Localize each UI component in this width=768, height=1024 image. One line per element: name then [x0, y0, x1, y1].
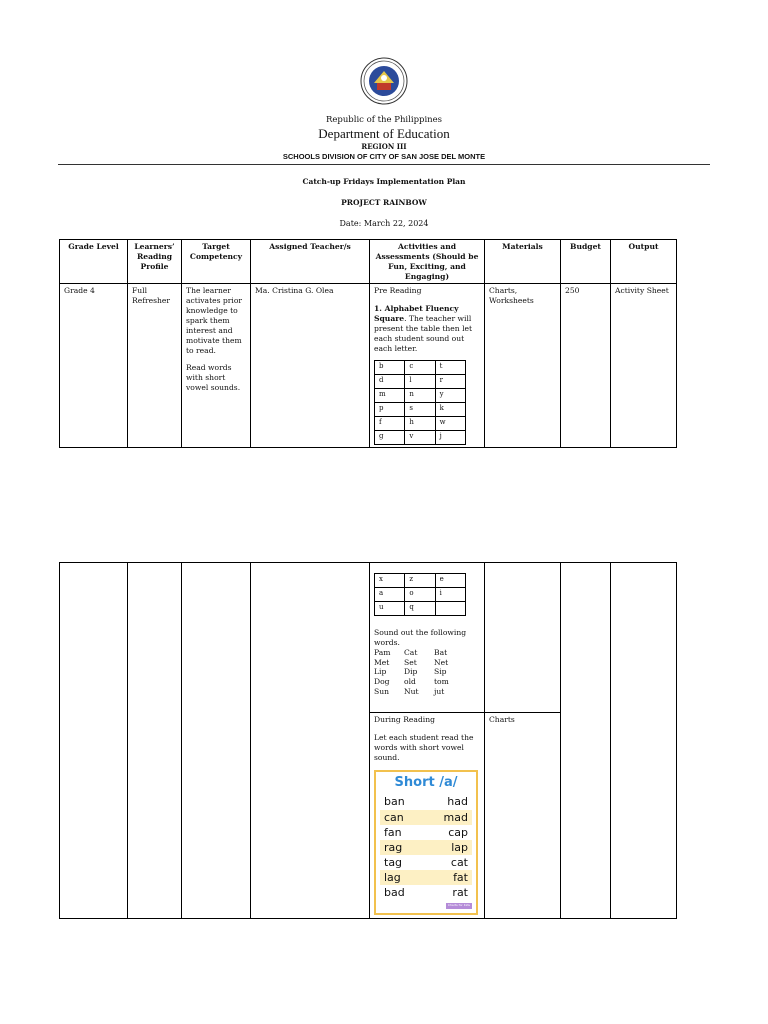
col-assigned-teacher: Assigned Teacher/s: [251, 240, 370, 284]
col-grade-level: Grade Level: [60, 240, 128, 284]
plan-date: Date: March 22, 2024: [339, 219, 429, 228]
short-a-word: ban: [384, 795, 405, 809]
short-a-word: lap: [451, 840, 468, 854]
col-target-competency: Target Competency: [182, 240, 251, 284]
letter-cell: y: [435, 388, 465, 402]
short-a-word: had: [447, 795, 468, 809]
deped-seal-logo: [360, 57, 408, 105]
cell-grade: Grade 4: [60, 284, 128, 447]
short-a-word: can: [384, 810, 404, 824]
word: Dip: [404, 667, 418, 677]
word: tom: [434, 677, 449, 687]
alphabet-square: [374, 360, 466, 445]
letter-cell: h: [405, 416, 435, 430]
word: Bat: [434, 647, 448, 657]
letter-row: [375, 402, 466, 416]
short-a-row: [380, 810, 472, 825]
short-a-word: fat: [453, 871, 468, 885]
during-reading-label: During Reading: [374, 715, 435, 724]
letter-cell: u: [375, 602, 405, 616]
letter-cell: o: [405, 588, 435, 602]
word: Lip: [374, 667, 387, 677]
pre-reading-label: Pre Reading: [374, 286, 422, 296]
short-a-word: cap: [448, 825, 468, 839]
cell-output-empty: [611, 563, 677, 919]
word: Net: [434, 657, 449, 667]
letter-cell: v: [405, 430, 435, 444]
letter-cell: a: [375, 588, 405, 602]
letter-cell: c: [405, 360, 435, 374]
word: Met: [374, 657, 390, 667]
word: Pam: [374, 647, 391, 657]
cell-budget: 250: [561, 284, 611, 447]
letter-cell: e: [435, 574, 465, 588]
letter-cell: s: [405, 402, 435, 416]
table-row: [60, 563, 677, 713]
plan-title: Catch-up Fridays Implementation Plan: [302, 177, 466, 186]
cell-budget-empty: [561, 563, 611, 919]
activity-title: 1. Alphabet Fluency Square: [374, 304, 459, 324]
implementation-table-continued: [59, 562, 677, 919]
col-materials: Materials: [485, 240, 561, 284]
word: Sun: [374, 687, 389, 697]
competency-1: The learner activates prior knowledge to spark them interest and motivate them to read.: [186, 286, 243, 355]
short-a-chart-title: Short /a/: [394, 775, 458, 791]
cell-profile: Full Refresher: [128, 284, 182, 447]
letter-cell: p: [375, 402, 405, 416]
letter-cell: [435, 602, 465, 616]
word-row: [374, 687, 480, 697]
word: jut: [434, 687, 445, 697]
short-a-word: rag: [384, 840, 403, 854]
letter-cell: n: [405, 388, 435, 402]
sound-out-instruction: Sound out the following words.: [374, 628, 467, 647]
short-a-word: cat: [450, 856, 468, 870]
project-title: PROJECT RAINBOW: [341, 198, 427, 207]
cell-profile-empty: [128, 563, 182, 919]
letter-cell: d: [375, 374, 405, 388]
letter-cell: b: [375, 360, 405, 374]
short-a-chart: [374, 770, 478, 914]
table-row: [60, 284, 677, 447]
short-a-word: mad: [443, 810, 468, 824]
letter-cell: m: [375, 388, 405, 402]
word: Nut: [404, 687, 419, 697]
col-activities: Activities and Assessments (Should be Fun, Exciting, and Engaging): [370, 240, 485, 284]
letter-row: [375, 588, 466, 602]
cell-materials-empty: [485, 563, 561, 713]
cell-teacher: Ma. Cristina G. Olea: [251, 284, 370, 447]
republic-line: Republic of the Philippines: [325, 115, 443, 125]
word-row: [374, 648, 480, 658]
short-a-row: [380, 885, 472, 900]
letter-row: [375, 574, 466, 588]
word: Sip: [434, 667, 447, 677]
short-a-word-rows: [380, 794, 472, 900]
region-line: REGION III: [361, 142, 407, 151]
chart-credit-logo: Charts for Kids: [447, 902, 470, 907]
short-a-word: tag: [384, 856, 403, 870]
word-row: [374, 667, 480, 677]
letter-cell: q: [405, 602, 435, 616]
alphabet-square-cont: [374, 573, 466, 616]
letter-cell: x: [375, 574, 405, 588]
word: Cat: [404, 647, 418, 657]
letter-cell: i: [435, 588, 465, 602]
cell-competency-empty: [182, 563, 251, 919]
activity-description: [374, 304, 480, 353]
short-a-row: [380, 870, 472, 885]
cell-activities-cont: [370, 563, 485, 713]
word: old: [404, 677, 416, 687]
letter-cell: g: [375, 430, 405, 444]
letter-cell: t: [435, 360, 465, 374]
short-a-word: lag: [384, 871, 401, 885]
short-a-row: [380, 825, 472, 840]
word-row: [374, 658, 480, 668]
letter-row: [375, 374, 466, 388]
letter-cell: k: [435, 402, 465, 416]
letter-cell: z: [405, 574, 435, 588]
short-a-row: [380, 794, 472, 809]
header-divider: [58, 164, 710, 165]
implementation-table: [59, 239, 677, 448]
cell-teacher-empty: [251, 563, 370, 919]
letter-cell: l: [405, 374, 435, 388]
competency-2: Read words with short vowel sounds.: [186, 363, 241, 393]
letter-row: [375, 360, 466, 374]
letter-cell: j: [435, 430, 465, 444]
cell-materials: Charts, Worksheets: [485, 284, 561, 447]
word: Set: [404, 657, 417, 667]
short-a-word: rat: [452, 886, 468, 900]
letter-cell: w: [435, 416, 465, 430]
short-a-word: bad: [384, 886, 405, 900]
cell-during-materials: Charts: [485, 713, 561, 919]
short-a-row: [380, 855, 472, 870]
letter-cell: f: [375, 416, 405, 430]
letter-row: [375, 388, 466, 402]
short-a-row: [380, 840, 472, 855]
cell-competency: [182, 284, 251, 447]
table-header-row: [60, 240, 677, 284]
cell-output: Activity Sheet: [611, 284, 677, 447]
cell-during-reading: [370, 713, 485, 919]
word-row: [374, 677, 480, 687]
letter-row: [375, 430, 466, 444]
department-title: Department of Education: [318, 126, 450, 141]
division-line: SCHOOLS DIVISION OF CITY OF SAN JOSE DEL MONTE: [282, 152, 486, 161]
cell-grade-empty: [60, 563, 128, 919]
cell-activities: [370, 284, 485, 447]
word: Dog: [374, 677, 390, 687]
during-reading-text: Let each student read the words with short vowel sound.: [374, 732, 474, 762]
short-a-chart-footer: [380, 903, 472, 909]
col-reading-profile: Learners’ Reading Profile: [128, 240, 182, 284]
word-list: [374, 648, 480, 697]
col-budget: Budget: [561, 240, 611, 284]
activity-text: . The teacher will present the table then let each student sound out each letter.: [374, 314, 473, 353]
letter-row: [375, 602, 466, 616]
letter-cell: r: [435, 374, 465, 388]
col-output: Output: [611, 240, 677, 284]
letter-row: [375, 416, 466, 430]
short-a-word: fan: [384, 825, 402, 839]
